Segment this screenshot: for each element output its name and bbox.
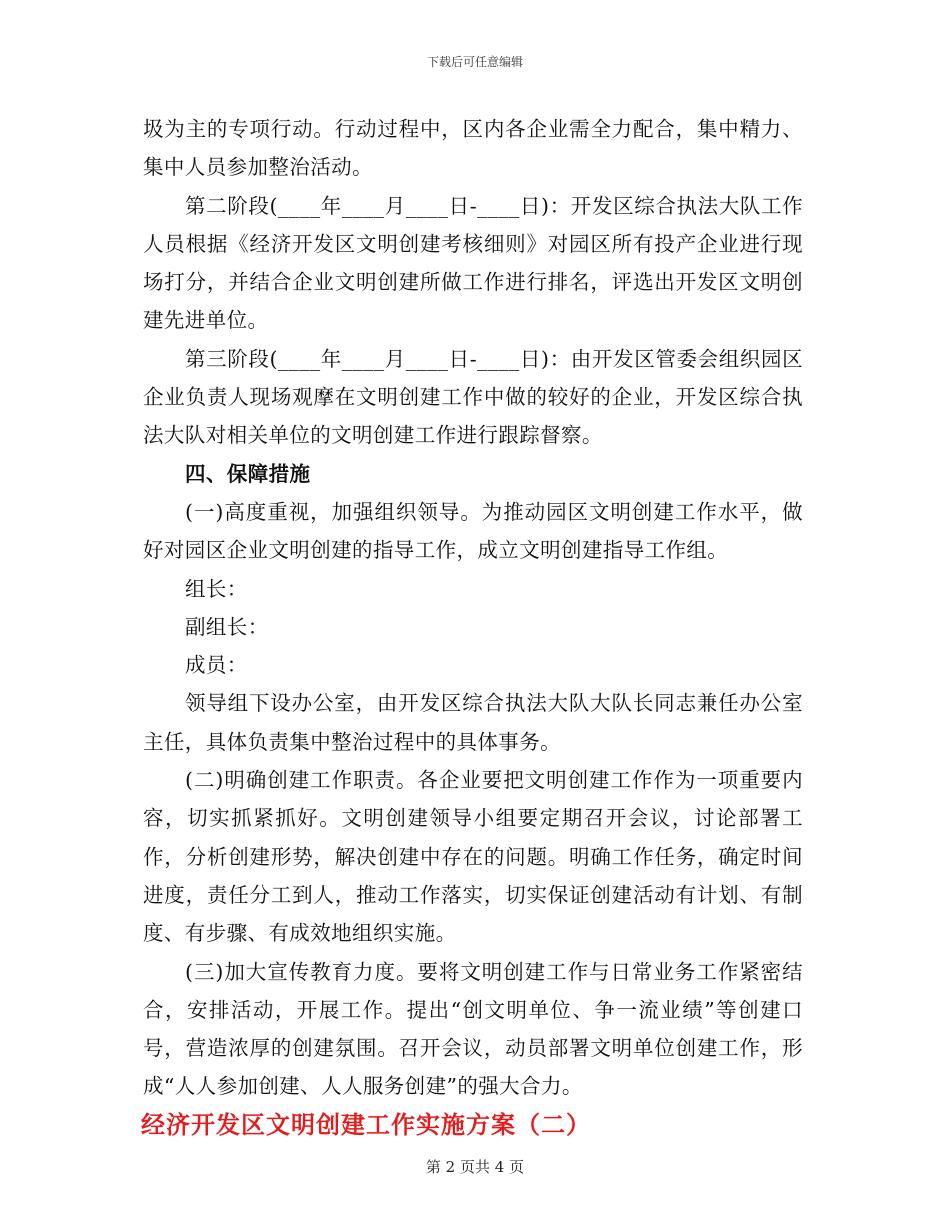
page-header: 下载后可任意编辑	[426, 55, 523, 69]
paragraph-publicity: (三)加大宣传教育力度。要将文明创建工作与日常业务工作紧密结合，安排活动，开展工作。提出“创文明单位、争一流业绩”等创建口号，营造浓厚的创建氛围。召开会议，动员部署文明单位创建工作，形成“人人参加创建、人人服务创建”的强大合力。	[143, 959, 803, 1099]
field-vice-leader: 副组长：	[185, 614, 269, 639]
paragraph-office: 领导组下设办公室，由开发区综合执法大队大队长同志兼任办公室主任，具体负责集中整治过程中的具体事务。	[143, 691, 803, 754]
next-section-title: 经济开发区文明创建工作实施方案（二）	[141, 1109, 591, 1139]
paragraph-stage-two: 第二阶段(____年____月____日-____日)：开发区综合执法大队工作人员根据《经济开发区文明创建考核细则》对园区所有投产企业进行现场打分，并结合企业文明创建所做工作进行排名，评选出开发区文明创建先进单位。	[143, 193, 803, 333]
paragraph-responsibilities: (二)明确创建工作职责。各企业要把文明创建工作作为一项重要内容，切实抓紧抓好。文明创建领导小组要定期召开会议，讨论部署工作，分析创建形势，解决创建中存在的问题。明确工作任务，确定时间进度，责任分工到人，推动工作落实，切实保证创建活动有计划、有制度、有步骤、有成效地组织实施。	[143, 768, 803, 946]
field-members: 成员：	[185, 653, 248, 678]
paragraph-stage-three: 第三阶段(____年____月____日-____日)：由开发区管委会组织园区企业负责人现场观摩在文明创建工作中做的较好的企业，开发区综合执法大队对相关单位的文明创建工作进行跟踪督察。	[143, 346, 803, 448]
field-leader: 组长：	[185, 576, 248, 601]
paragraph-organization: (一)高度重视，加强组织领导。为推动园区文明创建工作水平，做好对园区企业文明创建的指导工作，成立文明创建指导工作组。	[143, 499, 803, 563]
paragraph-continuation: 圾为主的专项行动。行动过程中，区内各企业需全力配合，集中精力、集中人员参加整治活动。	[143, 117, 803, 180]
page-footer: 第 2 页共 4 页	[425, 1158, 525, 1176]
document-body	[143, 110, 803, 1144]
section-heading-safeguards: 四、保障措施	[185, 461, 311, 486]
